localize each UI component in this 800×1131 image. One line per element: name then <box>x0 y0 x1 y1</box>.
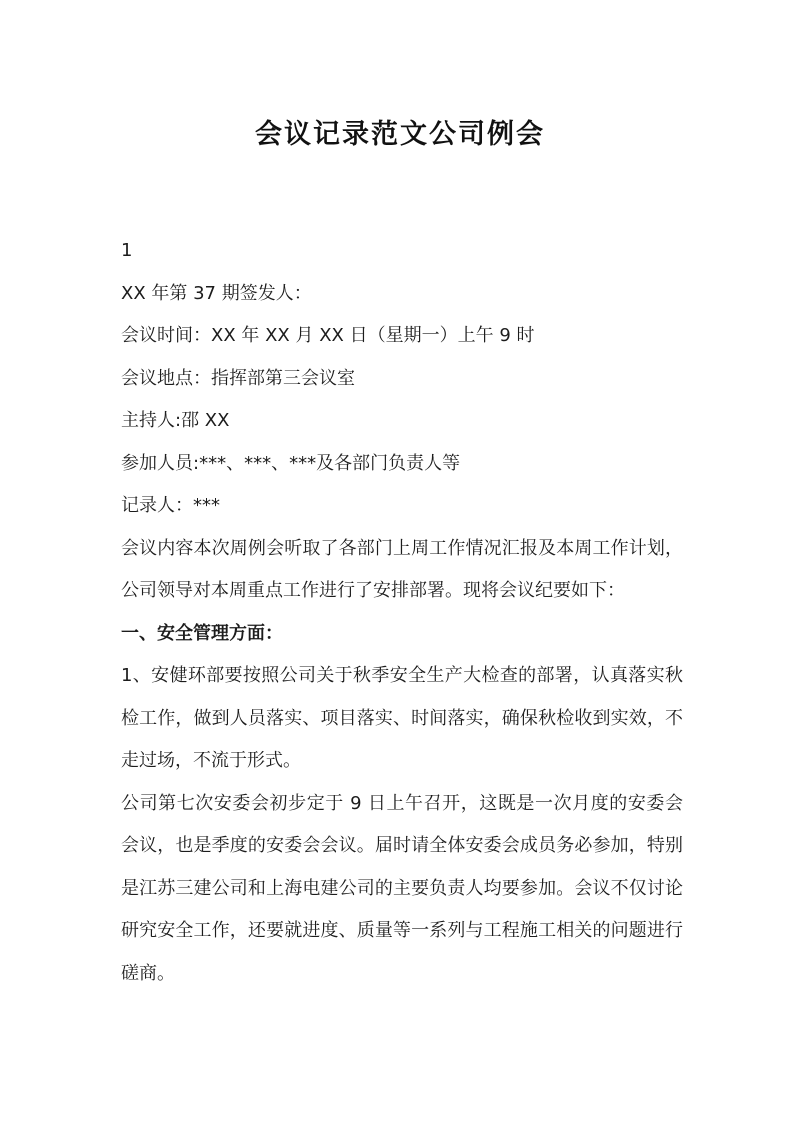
document-body <box>121 230 683 995</box>
summary-paragraph: 会议内容本次周例会听取了各部门上周工作情况汇报及本周工作计划，公司领导对本周重点工作进行了安排部署。现将会议纪要如下： <box>121 537 683 601</box>
recorder-line: 记录人：*** <box>121 495 220 516</box>
host-line: 主持人:邵 XX <box>121 410 230 431</box>
meeting-time-line: 会议时间：XX 年 XX 月 XX 日（星期一）上午 9 时 <box>121 325 535 346</box>
document-title: 会议记录范文公司例会 <box>255 119 545 150</box>
section-heading-safety: 一、安全管理方面： <box>121 622 283 644</box>
page-number-line: 1 <box>121 240 133 261</box>
attendees-line: 参加人员:***、***、***及各部门负责人等 <box>121 452 461 474</box>
item-1-paragraph: 1、安健环部要按照公司关于秋季安全生产大检查的部署，认真落实秋检工作，做到人员落实、项目落实、时间落实，确保秋检收到实效，不走过场，不流于形式。 <box>121 665 683 771</box>
issue-line: XX 年第 37 期签发人： <box>121 282 312 304</box>
meeting-location-line: 会议地点：指挥部第三会议室 <box>121 367 355 389</box>
safety-committee-paragraph: 公司第七次安委会初步定于 9 日上午召开，这既是一次月度的安委会会议，也是季度的安委会会议。届时请全体安委会成员务必参加，特别是江苏三建公司和上海电建公司的主要负责人均要参加。会议不仅讨论研究安全工作，还要就进度、质量等一系列与工程施工相关的问题进行磋商。 <box>121 792 683 984</box>
